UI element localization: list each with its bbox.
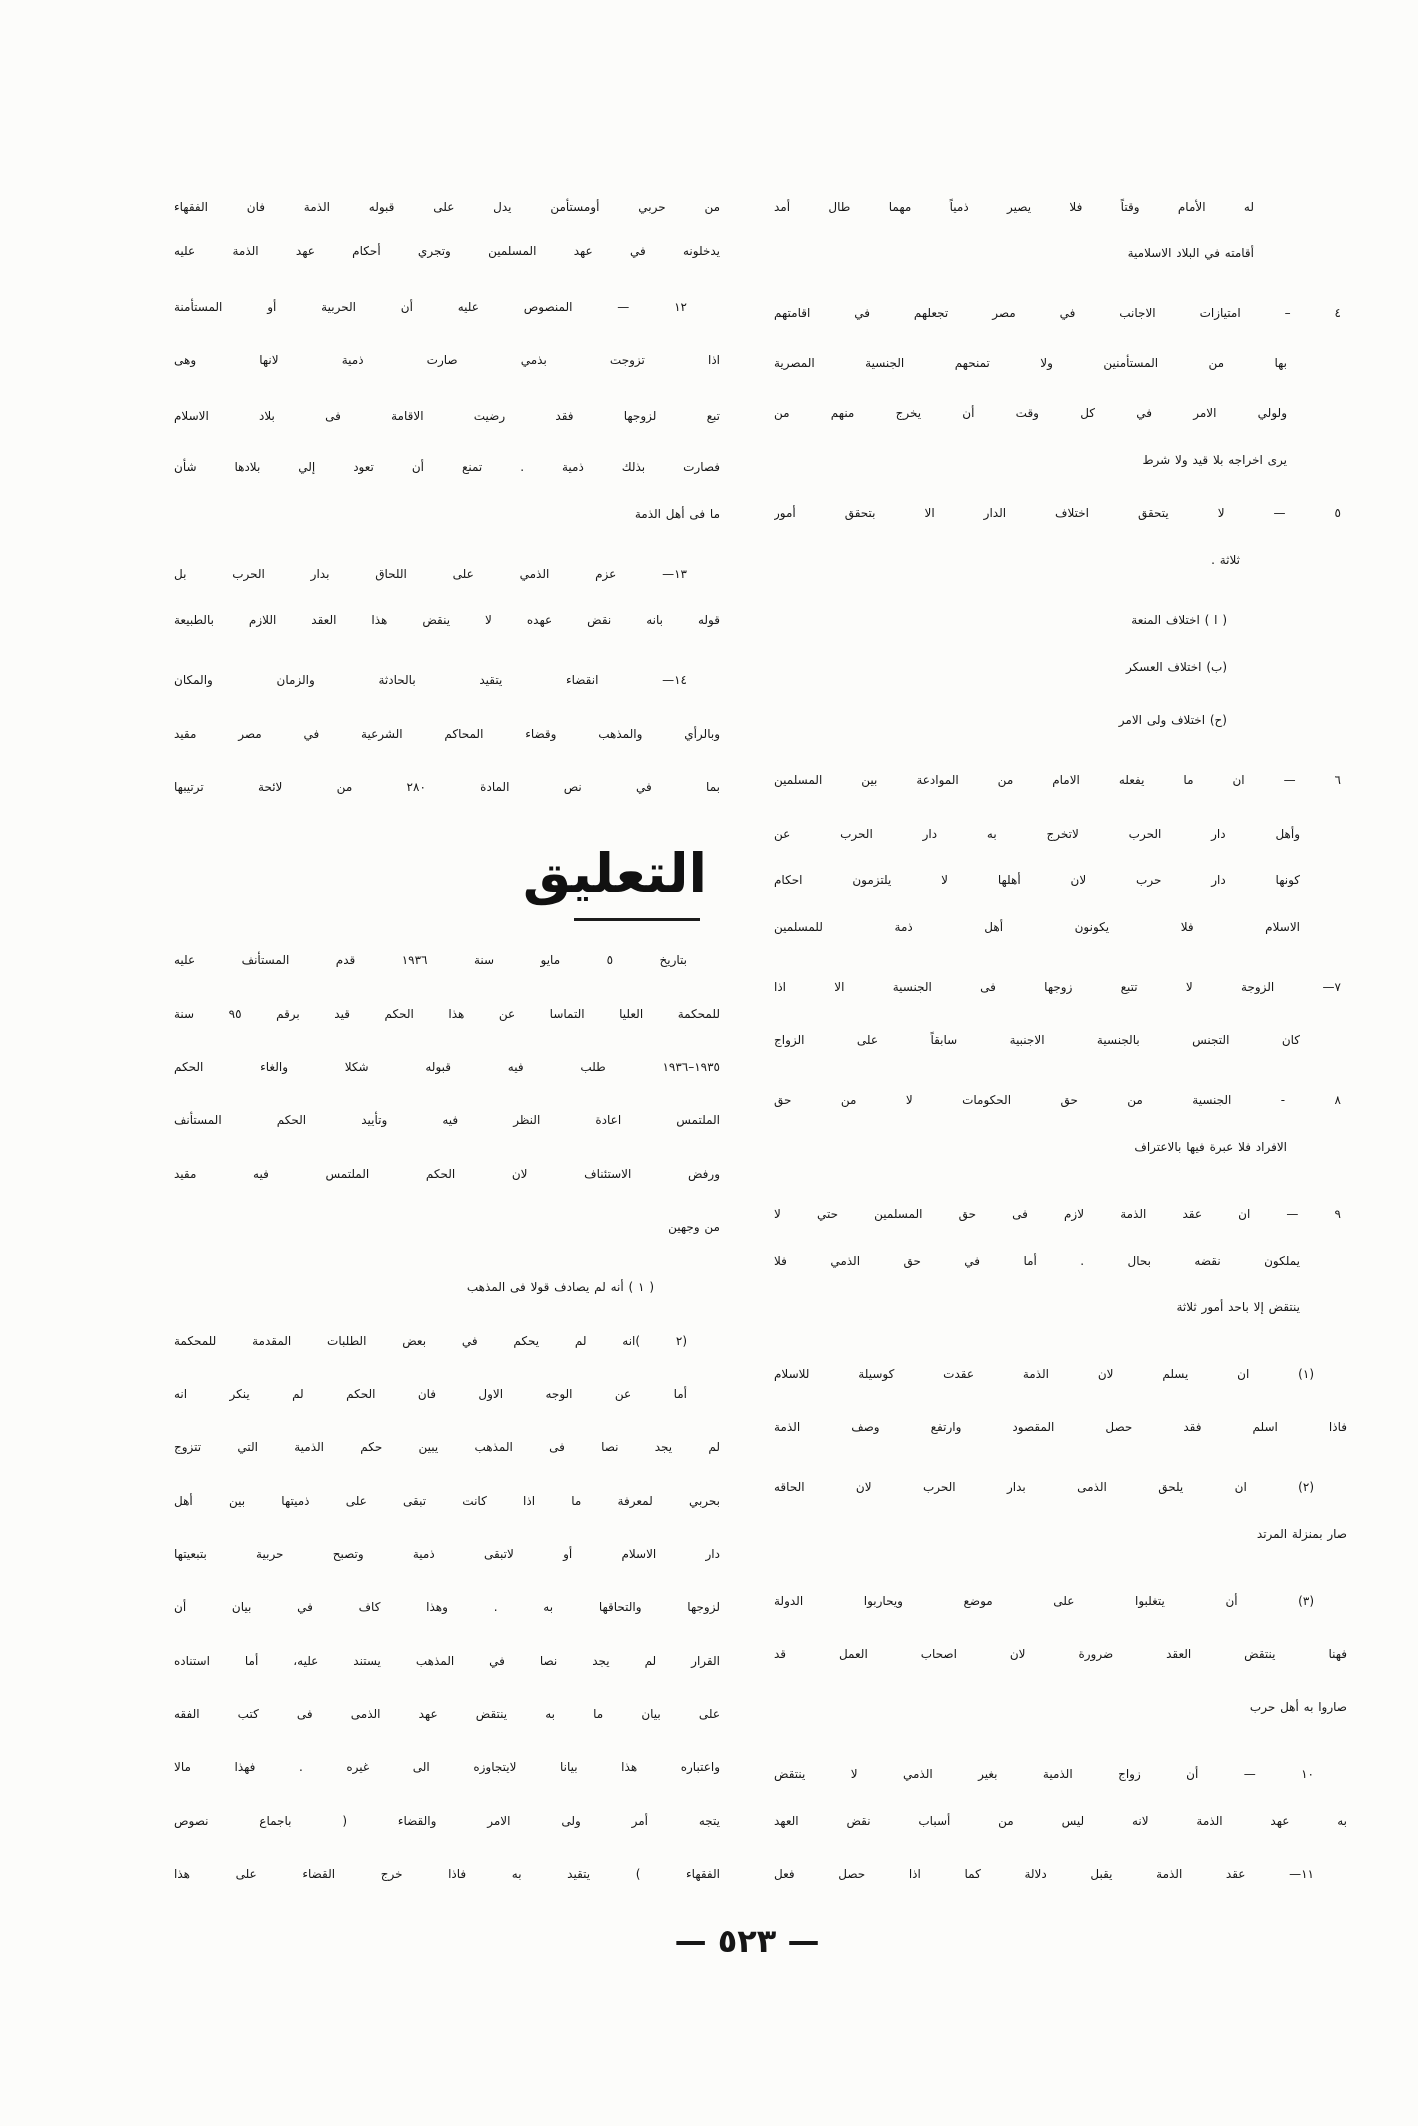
- right-column-line: (٣) أن يتغلبوا على موضع ويحاربوا الدولة: [774, 1594, 1314, 1608]
- left-column-line: أما عن الوجه الاول فان الحكم لم ينكر انه: [174, 1387, 687, 1401]
- left-column-line: ورفض الاستئناف لان الحكم الملتمس فيه مقيد: [174, 1167, 720, 1181]
- left-column-line: يدخلونه في عهد المسلمين وتجري أحكام عهد الذمة عليه: [174, 244, 720, 258]
- left-column-line: ١٢ — المنصوص عليه أن الحربية أو المستأمنة: [174, 300, 687, 314]
- right-column: [770, 0, 1350, 2126]
- right-column-line: ثلاثة .: [1211, 553, 1240, 567]
- right-column-line: ٥ — لا يتحقق اختلاف الدار الا بتحقق أمور: [774, 506, 1341, 520]
- right-column-line: فهنا ينتقض العقد ضرورة لان اصحاب العمل قد: [774, 1647, 1347, 1661]
- left-column-line: تبع لزوجها فقد رضيت الاقامة فى بلاد الاسلام: [174, 409, 720, 423]
- right-column-line: ينتقض إلا باحد أمور ثلاثة: [1176, 1300, 1300, 1314]
- left-column-line: على بيان ما به ينتقض عهد الذمى فى كتب الفقه: [174, 1707, 720, 1721]
- right-column-subitem: (ح) اختلاف ولى الامر: [1118, 713, 1227, 727]
- left-column-line: اذا تزوجت بذمي صارت ذمية لانها وهى: [174, 353, 720, 367]
- right-column-line: (١) ان يسلم لان الذمة عقدت كوسيلة للاسلام: [774, 1367, 1314, 1381]
- right-column-line: ٤ – امتيازات الاجانب في مصر تجعلهم في اقامتهم: [774, 306, 1341, 320]
- left-column-line: قوله بانه نقض عهده لا ينقض هذا العقد اللازم بالطبيعة: [174, 613, 720, 627]
- right-column-line: ٦ — ان ما يفعله الامام من الموادعة بين المسلمين: [774, 773, 1341, 787]
- right-column-line: فاذا اسلم فقد حصل المقصود وارتفع وصف الذمة: [774, 1420, 1347, 1434]
- right-column-line: (٢) ان يلحق الذمى بدار الحرب لان الحاقه: [774, 1480, 1314, 1494]
- left-column-line: من حربي أومستأمن يدل على قبوله الذمة فان الفقهاء: [174, 200, 720, 214]
- right-column-line: يملكون نقضه بحال . أما في حق الذمي فلا: [774, 1254, 1300, 1268]
- right-column-line: ٧— الزوجة لا تتبع زوجها فى الجنسية الا اذا: [774, 980, 1341, 994]
- right-column-line: يرى اخراجه بلا قيد ولا شرط: [1142, 453, 1287, 467]
- left-column-line: يتجه أمر ولى الامر والقضاء ( باجماع نصوص: [174, 1814, 720, 1828]
- right-column-line: كان التجنس بالجنسية الاجنبية سابقاً على الزواج: [774, 1033, 1300, 1047]
- left-column-line: ما فى أهل الذمة: [634, 507, 720, 521]
- left-column-line: القرار لم يجد نصا في المذهب يستند عليه، أما استناده: [174, 1654, 720, 1668]
- right-column-line: ولولي الامر في كل وقت أن يخرج منهم من: [774, 406, 1287, 420]
- right-column-line: أقامته في البلاد الاسلامية: [1127, 246, 1254, 260]
- right-column-line: ٩ — ان عقد الذمة لازم فى حق المسلمين حتي لا: [774, 1207, 1341, 1221]
- right-column-line: وأهل دار الحرب لاتخرج به دار الحرب عن: [774, 827, 1300, 841]
- right-column-line: بها من المستأمنين ولا تمنحهم الجنسية المصرية: [774, 356, 1287, 370]
- right-column-line: صار بمنزلة المرتد: [1256, 1527, 1347, 1541]
- left-column-line: بما في نص المادة ٢٨٠ من لائحة ترتيبها: [174, 780, 720, 794]
- left-column-line: لزوجها والتحاقها به . وهذا كاف في بيان أن: [174, 1600, 720, 1614]
- right-column-line: له الأمام وقتاً فلا يصير ذمياً مهما طال أمد: [774, 200, 1254, 214]
- left-column-line: ١٩٣٥–١٩٣٦ طلب فيه قبوله شكلا والغاء الحكم: [174, 1060, 720, 1074]
- right-column-line: ٨ - الجنسية من حق الحكومات لا من حق: [774, 1093, 1341, 1107]
- right-column-line: صاروا به أهل حرب: [1249, 1700, 1347, 1714]
- right-column-subitem: (ب) اختلاف العسكر: [1126, 660, 1227, 674]
- page-number: — ٥٢٣ —: [674, 1922, 820, 1960]
- left-column-subitem: (٢ )انه لم يحكم في بعض الطلبات المقدمة للمحكمة: [174, 1334, 687, 1348]
- left-column-line: ١٤— انقضاء يتقيد بالحادثة والزمان والمكان: [174, 673, 687, 687]
- right-column-line: به عهد الذمة لانه ليس من أسباب نقض العهد: [774, 1814, 1347, 1828]
- left-column-line: دار الاسلام أو لاتبقى ذمية وتصبح حربية بتبعيتها: [174, 1547, 720, 1561]
- left-column-line: وبالرأي والمذهب وقضاء المحاكم الشرعية في مصر مقيد: [174, 727, 720, 741]
- left-column: [170, 0, 722, 2126]
- heading-underline: [574, 918, 700, 921]
- left-column-line: بتاريخ ٥ مايو سنة ١٩٣٦ قدم المستأنف عليه: [174, 953, 687, 967]
- right-column-line: الاسلام فلا يكونون أهل ذمة للمسلمين: [774, 920, 1300, 934]
- left-column-line: فصارت بذلك ذمية . تمنع أن تعود إلي بلادها شأن: [174, 460, 720, 474]
- left-column-line: الفقهاء ) يتقيد به فاذا خرج القضاء على هذا: [174, 1867, 720, 1881]
- left-column-line: من وجهين: [668, 1220, 720, 1234]
- left-column-line: للمحكمة العليا التماسا عن هذا الحكم قيد برقم ٩٥ سنة: [174, 1007, 720, 1021]
- right-column-line: كونها دار حرب لان أهلها لا يلتزمون احكام: [774, 873, 1300, 887]
- left-column-line: ١٣— عزم الذمي على اللحاق بدار الحرب بل: [174, 567, 687, 581]
- left-column-line: الملتمس اعادة النظر فيه وتأييد الحكم المستأنف: [174, 1113, 720, 1127]
- left-column-line: واعتباره هذا بيانا لايتجاوزه الى غيره . فهذا مالا: [174, 1760, 720, 1774]
- left-column-line: لم يجد نصا فى المذهب يبين حكم الذمية التي تتزوج: [174, 1440, 720, 1454]
- right-column-line: ١٠ — أن زواج الذمية بغير الذمي لا ينتقض: [774, 1767, 1314, 1781]
- right-column-line: ١١— عقد الذمة يقبل دلالة كما اذا حصل فعل: [774, 1867, 1314, 1881]
- right-column-subitem: ( ا ) اختلاف المنعة: [1131, 613, 1227, 627]
- commentary-heading: التعليق: [522, 842, 707, 905]
- left-column-line: بحربي لمعرفة ما اذا كانت تبقى على ذميتها بين أهل: [174, 1494, 720, 1508]
- right-column-line: الافراد فلا عبرة فيها بالاعتراف: [1134, 1140, 1287, 1154]
- left-column-subitem: ( ١ ) أنه لم يصادف قولا فى المذهب: [466, 1280, 654, 1294]
